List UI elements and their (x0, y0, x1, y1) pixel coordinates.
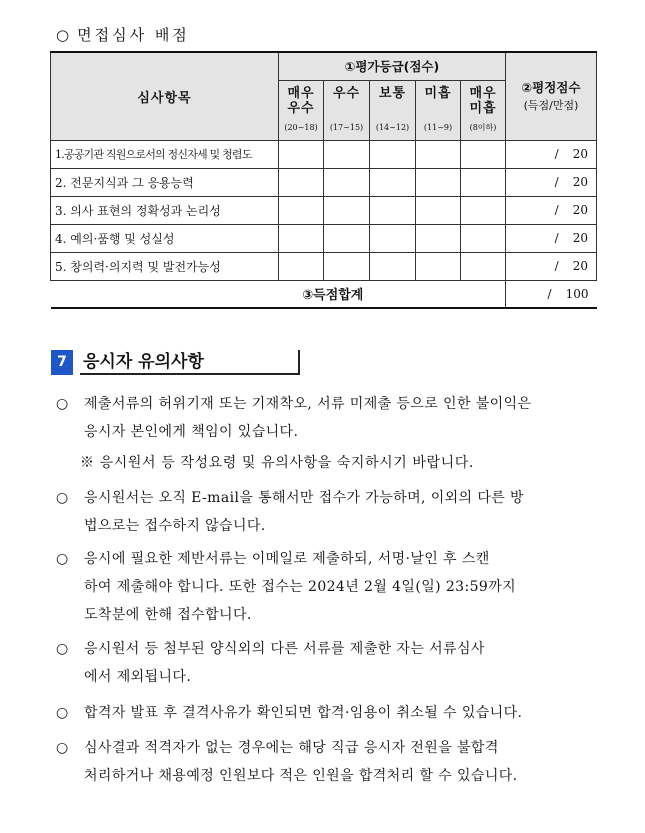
interview-scoring-table (50, 51, 597, 309)
table-row (51, 168, 597, 196)
grade-box (324, 196, 370, 224)
score-slash: / (554, 259, 559, 273)
section-title: 응시자 유의사항 (80, 350, 300, 375)
grade-box (370, 252, 416, 280)
grade-poor (416, 80, 461, 140)
header-total-sub: (득점/만점) (523, 98, 579, 112)
score-slash: / (547, 286, 552, 301)
grade-box (461, 196, 506, 224)
score-cell (506, 140, 597, 168)
table-row (51, 252, 597, 280)
table-row (51, 224, 597, 252)
grade-label: 매우 (287, 85, 315, 101)
grade-box (324, 224, 370, 252)
notice-line: 에서 제외됩니다. (84, 669, 192, 685)
grade-box (416, 252, 461, 280)
grade-box (370, 224, 416, 252)
item-label: 2. 전문지식과 그 응용능력 (51, 168, 279, 196)
bullet-icon: ○ (56, 705, 69, 721)
grade-box (416, 140, 461, 168)
grade-average (370, 80, 416, 140)
bullet-icon: ○ (56, 551, 69, 567)
grade-box (324, 252, 370, 280)
grade-box (370, 168, 416, 196)
header-total-score (506, 52, 597, 140)
grade-range: (17~15) (329, 122, 364, 132)
grade-box (279, 168, 324, 196)
notice-line: 합격자 발표 후 결격사유가 확인되면 합격·임용이 취소될 수 있습니다. (84, 705, 523, 721)
grade-box (370, 140, 416, 168)
interview-scoring-heading (56, 24, 190, 45)
notice-line: 도착분에 한해 접수합니다. (84, 607, 252, 623)
grade-label: 우수 (287, 100, 315, 116)
grade-very-poor (461, 80, 506, 140)
score-slash: / (554, 231, 559, 245)
heading-text: 면접심사 배점 (77, 26, 190, 44)
grade-label: 매우 (469, 85, 497, 101)
notice-line: 처리하거나 채용예정 인원보다 적은 인원을 합격처리 할 수 있습니다. (84, 768, 518, 784)
grade-box (370, 196, 416, 224)
grade-box (416, 168, 461, 196)
grade-range: (11~9) (423, 122, 453, 132)
notice-line: 응시원서 등 첨부된 양식외의 다른 서류를 제출한 자는 서류심사 (84, 641, 485, 657)
grade-box (461, 168, 506, 196)
bullet-icon: ○ (56, 740, 69, 756)
notice-line: 제출서류의 허위기재 또는 기재착오, 서류 미제출 등으로 인한 불이익은 (84, 396, 532, 412)
table-row (51, 140, 597, 168)
notice-item (84, 699, 596, 727)
grade-box (324, 168, 370, 196)
sum-score-cell (506, 280, 597, 308)
item-label: 4. 예의·품행 및 성실성 (51, 224, 279, 252)
grade-box (279, 196, 324, 224)
notice-item (84, 484, 596, 540)
grade-range: (20~18) (284, 122, 318, 132)
grade-label: 미흡 (424, 85, 452, 101)
notice-line: 응시자 본인에게 책임이 있습니다. (84, 424, 299, 440)
bullet-icon: ○ (56, 490, 69, 506)
sum-label: ③득점합계 (51, 280, 506, 308)
grade-label: 보통 (378, 85, 407, 101)
header-grade: ①평가등급(점수) (279, 52, 506, 80)
grade-box (279, 252, 324, 280)
grade-box (416, 224, 461, 252)
table-row (51, 196, 597, 224)
grade-good (324, 80, 370, 140)
score-cell (506, 252, 597, 280)
sum-row (51, 280, 597, 308)
notice-line: 하여 제출해야 합니다. 또한 접수는 2024년 2월 4일(일) 23:59까지 (84, 579, 517, 595)
notice-line: 응시에 필요한 제반서류는 이메일로 제출하되, 서명·날인 후 스캔 (84, 551, 490, 567)
grade-label: 우수 (332, 85, 361, 101)
grade-box (461, 140, 506, 168)
score-slash: / (554, 203, 559, 217)
grade-box (461, 252, 506, 280)
grade-box (324, 140, 370, 168)
grade-box (279, 224, 324, 252)
notice-item (84, 734, 596, 790)
notice-line: 응시원서는 오직 E-mail을 통해서만 접수가 가능하며, 이외의 다른 방 (84, 490, 524, 506)
score-max: 20 (572, 175, 588, 189)
notice-line: 심사결과 적격자가 없는 경우에는 해당 직급 응시자 전원을 불합격 (84, 740, 499, 756)
grade-range: (14~12) (375, 122, 410, 132)
header-evaluation-item: 심사항목 (51, 52, 279, 140)
heading-bullet: ○ (56, 26, 70, 44)
score-cell (506, 168, 597, 196)
score-slash: / (554, 175, 559, 189)
section-number-badge: 7 (51, 350, 73, 375)
score-max: 20 (572, 203, 588, 217)
notice-line: 법으로는 접수하지 않습니다. (84, 518, 266, 534)
score-max: 20 (572, 259, 588, 273)
item-label: 5. 창의력·의지력 및 발전가능성 (51, 252, 279, 280)
bullet-icon: ○ (56, 641, 69, 657)
score-max: 100 (565, 286, 589, 301)
notice-item (84, 635, 596, 691)
grade-very-good (279, 80, 324, 140)
grade-box (416, 196, 461, 224)
notice-note: ※ 응시원서 등 작성요령 및 유의사항을 숙지하시기 바랍니다. (80, 455, 474, 471)
item-label: 3. 의사 표현의 정확성과 논리성 (51, 196, 279, 224)
header-total-label: ②평정점수 (521, 79, 581, 95)
grade-box (461, 224, 506, 252)
notice-item (84, 390, 596, 446)
score-cell (506, 196, 597, 224)
score-max: 20 (572, 147, 588, 161)
score-cell (506, 224, 597, 252)
item-label: 1.공공기관 직원으로서의 정신자세 및 청렴도 (51, 140, 279, 168)
notice-item (84, 545, 596, 629)
grade-label: 미흡 (469, 100, 497, 116)
score-max: 20 (572, 231, 588, 245)
grade-box (279, 140, 324, 168)
score-slash: / (554, 147, 559, 161)
grade-range: (8이하) (469, 122, 497, 132)
bullet-icon: ○ (56, 396, 69, 412)
